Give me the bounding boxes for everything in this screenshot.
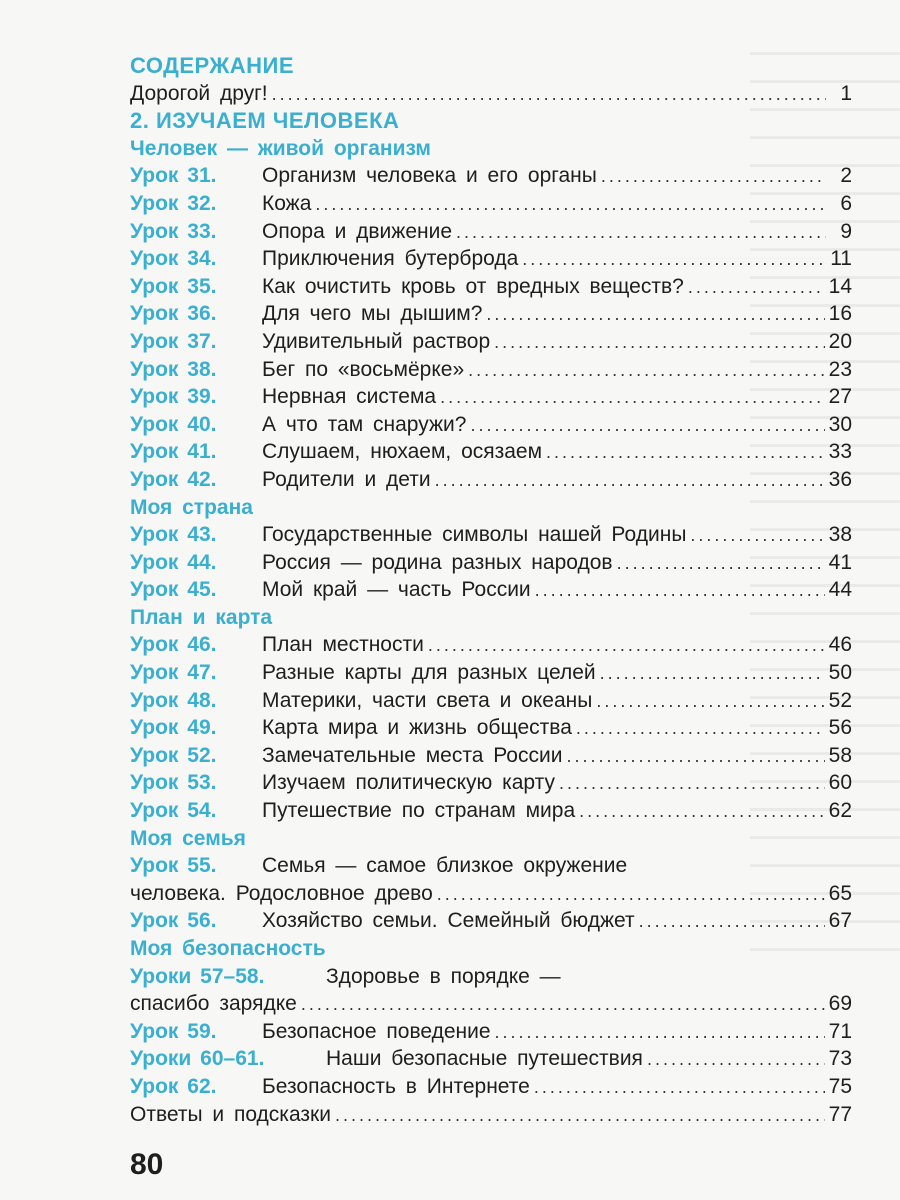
entry-title: Кожа [262,191,312,215]
lesson-number: Урок 49. [130,716,217,740]
lesson-number: Урок 54. [130,799,217,823]
entry-title: Безопасное поведение [262,1019,491,1043]
lesson-number: Урок 52. [130,743,217,767]
entry-page: 52 [828,688,852,712]
leader-dots [647,1046,825,1074]
toc-entry[interactable] [130,549,852,577]
lesson-number: Урок 59. [130,1019,217,1043]
lesson-number: Урок 31. [130,164,217,188]
sections-list [130,135,852,1101]
entry-title: Для чего мы дышим? [262,302,483,326]
entry-page: 6 [840,191,852,215]
toc-entry[interactable] [130,162,852,190]
entry-title: План местности [262,633,424,657]
lesson-number: Урок 45. [130,578,217,602]
entry-page: 46 [828,633,852,657]
entry-title: Дорогой друг! [130,81,268,105]
entry-page: 27 [828,385,852,409]
entry-page: 11 [830,247,852,271]
entry-page: 30 [828,412,852,436]
entry-page: 58 [828,743,852,767]
toc-entry[interactable] [130,576,852,604]
entry-title: Россия — родина разных народов [262,550,613,574]
toc-entry[interactable] [130,907,852,935]
entry-page: 67 [828,909,852,933]
toc-entry[interactable] [130,687,852,715]
lesson-number: Урок 32. [130,191,217,215]
part-heading: 2. ИЗУЧАЕМ ЧЕЛОВЕКА [130,108,400,134]
lesson-number: Урок 55. [130,854,217,878]
toc-entry[interactable] [130,742,852,770]
toc-entry[interactable] [130,714,852,742]
toc-entry[interactable] [130,383,852,411]
leader-dots [600,660,825,688]
leader-dots [566,743,824,771]
entry-title: Нервная система [262,385,437,409]
leader-dots [690,522,824,550]
toc-entry[interactable] [130,1045,852,1073]
leader-dots [495,1019,825,1047]
page-number: 80 [130,1148,164,1181]
entry-page: 71 [828,1019,852,1043]
leader-dots [468,357,825,385]
entry-page: 50 [828,661,852,685]
leader-dots [522,246,826,274]
leader-dots [601,163,826,191]
leader-dots [428,632,825,660]
toc-entry[interactable] [130,300,852,328]
lesson-number: Уроки 57–58. [130,964,265,988]
leader-dots [335,1102,825,1130]
section-heading: Моя безопасность [130,937,326,960]
toc-entry[interactable] [130,521,852,549]
entry-page: 62 [828,799,852,823]
toc-entry[interactable] [130,273,852,301]
toc-entry[interactable] [130,963,852,991]
leader-dots [272,81,826,109]
toc-entry[interactable] [130,190,852,218]
toc-entry[interactable] [130,659,852,687]
entry-title: Разные карты для разных целей [262,661,596,685]
entry-page: 75 [828,1074,852,1098]
toc-entry-continuation[interactable] [130,880,852,908]
lesson-number: Урок 38. [130,357,217,381]
lesson-number: Урок 41. [130,440,217,464]
leader-dots [546,439,825,467]
leader-dots [301,991,825,1019]
lesson-number: Урок 35. [130,274,217,298]
leader-dots [596,688,824,716]
lesson-number: Урок 53. [130,771,217,795]
entry-page: 33 [828,440,852,464]
lesson-number: Урок 46. [130,633,217,657]
entry-page: 60 [828,771,852,795]
entry-title: Родители и дети [262,467,431,491]
section-heading: Моя страна [130,495,253,519]
leader-dots [579,798,825,826]
entry-page: 73 [828,1047,852,1071]
lesson-number: Урок 42. [130,467,217,491]
toc-entry[interactable] [130,769,852,797]
entry-title: Карта мира и жизнь общества [262,716,572,740]
section-heading: Человек — живой организм [130,136,431,160]
lesson-number: Урок 43. [130,523,217,547]
entry-page: 44 [828,578,852,602]
lesson-number: Урок 62. [130,1074,217,1098]
leader-dots [688,274,825,302]
entry-page: 23 [828,357,852,381]
leader-dots [437,881,825,909]
toc-entry-intro[interactable] [130,80,852,108]
toc-entry[interactable] [130,466,852,494]
entry-page: 16 [828,302,852,326]
leader-dots [639,908,825,936]
entry-title: Мой край — часть России [262,578,531,602]
entry-title: Безопасность в Интернете [262,1074,530,1098]
toc-entry[interactable] [130,1018,852,1046]
leader-dots [494,329,825,357]
leader-dots [440,384,825,412]
section-heading: Моя семья [130,826,246,850]
entry-title: Материки, части света и океаны [262,688,593,712]
entry-page: 41 [828,550,852,574]
lesson-number: Урок 56. [130,909,217,933]
entry-title: Наши безопасные путешествия [326,1047,643,1071]
lesson-number: Урок 34. [130,247,217,271]
lesson-number: Урок 40. [130,412,217,436]
entry-title: Ответы и подсказки [130,1102,331,1126]
lesson-number: Урок 33. [130,219,217,243]
lesson-number: Уроки 60–61. [130,1047,265,1071]
lesson-number: Урок 47. [130,661,217,685]
section-heading: План и карта [130,605,273,629]
entry-title: Приключения бутерброда [262,247,519,271]
entry-title-continuation: человека. Родословное древо [130,881,433,905]
entry-page: 77 [828,1102,852,1126]
toc-entry[interactable] [130,356,852,384]
entry-page: 69 [828,992,852,1016]
lesson-number: Урок 37. [130,329,217,353]
toc-entry-answers[interactable] [130,1101,852,1129]
leader-dots [435,467,825,495]
toc-entry[interactable] [130,797,852,825]
toc-entry[interactable] [130,852,852,880]
entry-title: Государственные символы нашей Родины [262,523,687,547]
toc-entry[interactable] [130,328,852,356]
toc-entry[interactable] [130,1073,852,1101]
lesson-number: Урок 48. [130,688,217,712]
leader-dots [470,412,824,440]
entry-title: Путешествие по странам мира [262,799,576,823]
entry-title: Удивительный раствор [262,329,491,353]
toc-entry[interactable] [130,631,852,659]
entry-title: Слушаем, нюхаем, осязаем [262,440,543,464]
entry-page: 38 [828,523,852,547]
leader-dots [617,550,825,578]
lesson-number: Урок 39. [130,385,217,409]
entry-title: Семья — самое близкое окружение [262,854,628,878]
entry-title: Опора и движение [262,219,453,243]
toc-entry[interactable] [130,438,852,466]
entry-page: 9 [840,219,852,243]
contents-heading: СОДЕРЖАНИЕ [130,53,295,78]
leader-dots [534,1074,825,1102]
toc-entry-continuation[interactable] [130,990,852,1018]
entry-title: Бег по «восьмёрке» [262,357,465,381]
leader-dots [535,577,825,605]
leader-dots [486,301,824,329]
entry-page: 65 [828,881,852,905]
entry-title: Хозяйство семьи. Семейный бюджет [262,909,635,933]
entry-title: Замечательные места России [262,743,563,767]
entry-page: 1 [840,81,852,105]
entry-page: 14 [828,274,852,298]
entry-title-continuation: спасибо зарядке [130,992,297,1016]
entry-page: 36 [828,467,852,491]
entry-page: 2 [840,164,852,188]
entry-title: Изучаем политическую карту [262,771,556,795]
entry-title: А что там снаружи? [262,412,467,436]
lesson-number: Урок 36. [130,302,217,326]
toc-entry[interactable] [130,218,852,246]
entry-page: 56 [828,716,852,740]
entry-title: Здоровье в порядке — [326,964,561,988]
leader-dots [559,770,825,798]
toc-entry[interactable] [130,245,852,273]
leader-dots [456,219,826,247]
entry-title: Организм человека и его органы [262,164,597,188]
lesson-number: Урок 44. [130,550,217,574]
leader-dots [315,191,826,219]
table-of-contents [130,52,852,1128]
toc-entry[interactable] [130,411,852,439]
leader-dots [576,715,825,743]
entry-page: 20 [828,329,852,353]
entry-title: Как очистить кровь от вредных веществ? [262,274,684,298]
